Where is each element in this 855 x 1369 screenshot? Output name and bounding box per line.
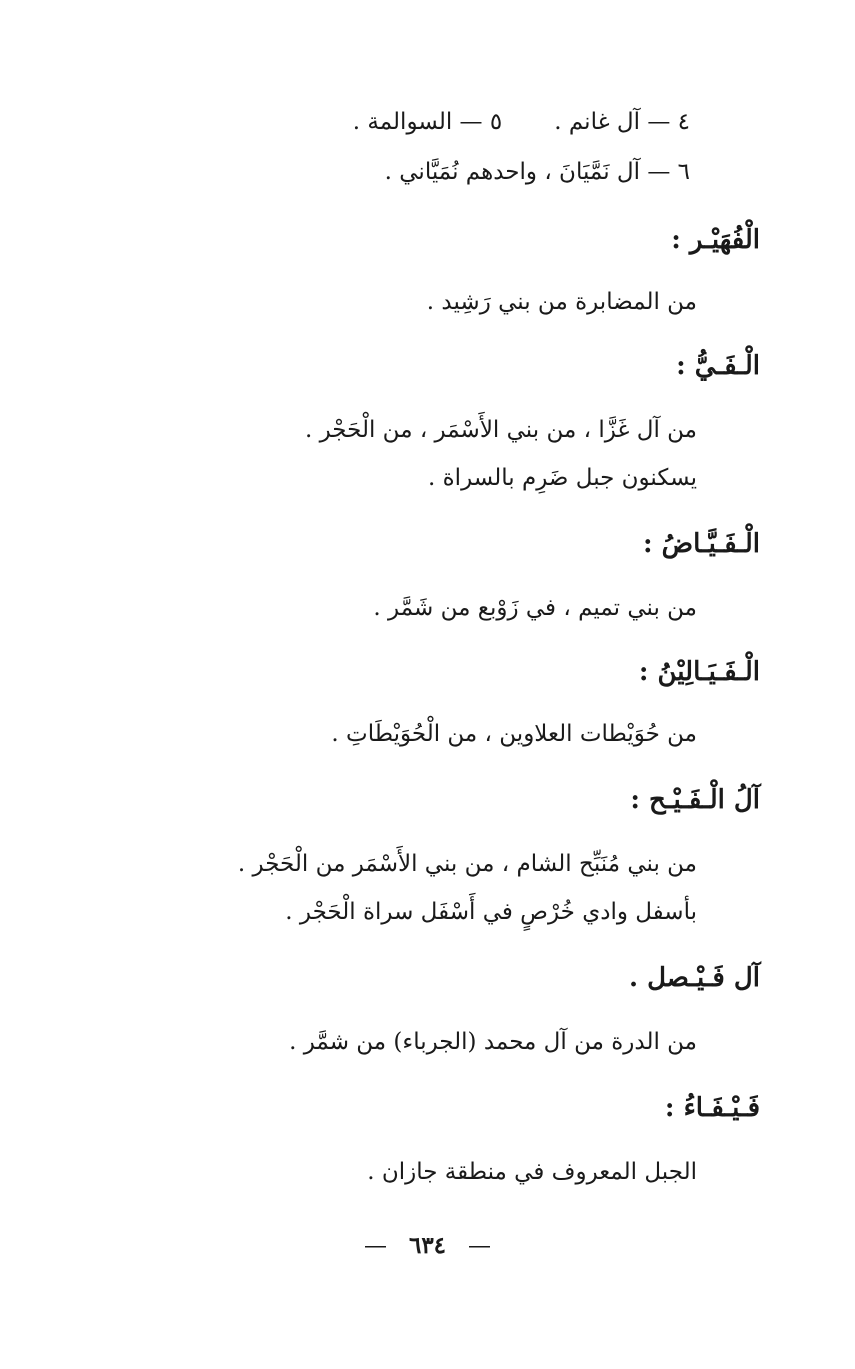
entry-text-fay-1: من آل غَزَّا ، من بني الأَسْمَر ، من الْحَجْر . [304,417,697,443]
entry-heading-fayyad: الْـفَـيَّـاضُ : [643,529,760,559]
entry-text-fayalin: من حُوَيْطات العلاوين ، من الْحُوَيْطَاتِ . [331,721,697,747]
entry-text-fay-2: يسكنون جبل ضَرِم بالسراة . [428,465,697,491]
entry-heading-fuhayr: الْفُهَيْـر : [671,225,760,255]
entry-heading-fayalin: الْـفَـيَـالِيْنُ : [638,657,760,687]
folio-dash-left: — [363,1233,387,1259]
entry-text-fuhayr: من المضابرة من بني رَشِيد . [426,289,697,315]
entry-text-fayh-2: بأسفل وادي خُرْصٍ في أَسْفَل سراة الْحَجْر . [285,899,697,925]
entry-text-fayfa: الجبل المعروف في منطقة جازان . [367,1159,697,1185]
list-item-5: ٥ — السوالمة . [352,109,503,135]
list-line-4-5 [353,102,690,142]
entry-text-fayh-1: من بني مُنَبِّح الشام ، من بني الأَسْمَر من الْحَجْر . [237,851,697,877]
folio-dash-right: — [468,1233,492,1259]
entry-text-fayyad: من بني تميم ، في زَوْبع من شَمَّر . [373,595,697,621]
entry-heading-fay: الْـفَـيُّ : [676,351,760,381]
list-item-6: ٦ — آل نَمَّيَانَ ، واحدهم نُمَيَّاني . [384,159,690,185]
page-number: ٦٣٤ [408,1232,447,1259]
entry-text-faysal: من الدرة من آل محمد (الجرباء) من شمَّر . [289,1029,697,1055]
entry-heading-faysal: آل فَـيْـصل . [628,963,760,993]
entry-heading-fayfa: فَـيْـفَـاءُ : [664,1093,760,1123]
list-item-4: ٤ — آل غانم . [554,109,690,135]
entry-heading-fayh: آلُ الْـفَـيْـح : [630,785,760,815]
page-number-footer [0,1226,855,1266]
